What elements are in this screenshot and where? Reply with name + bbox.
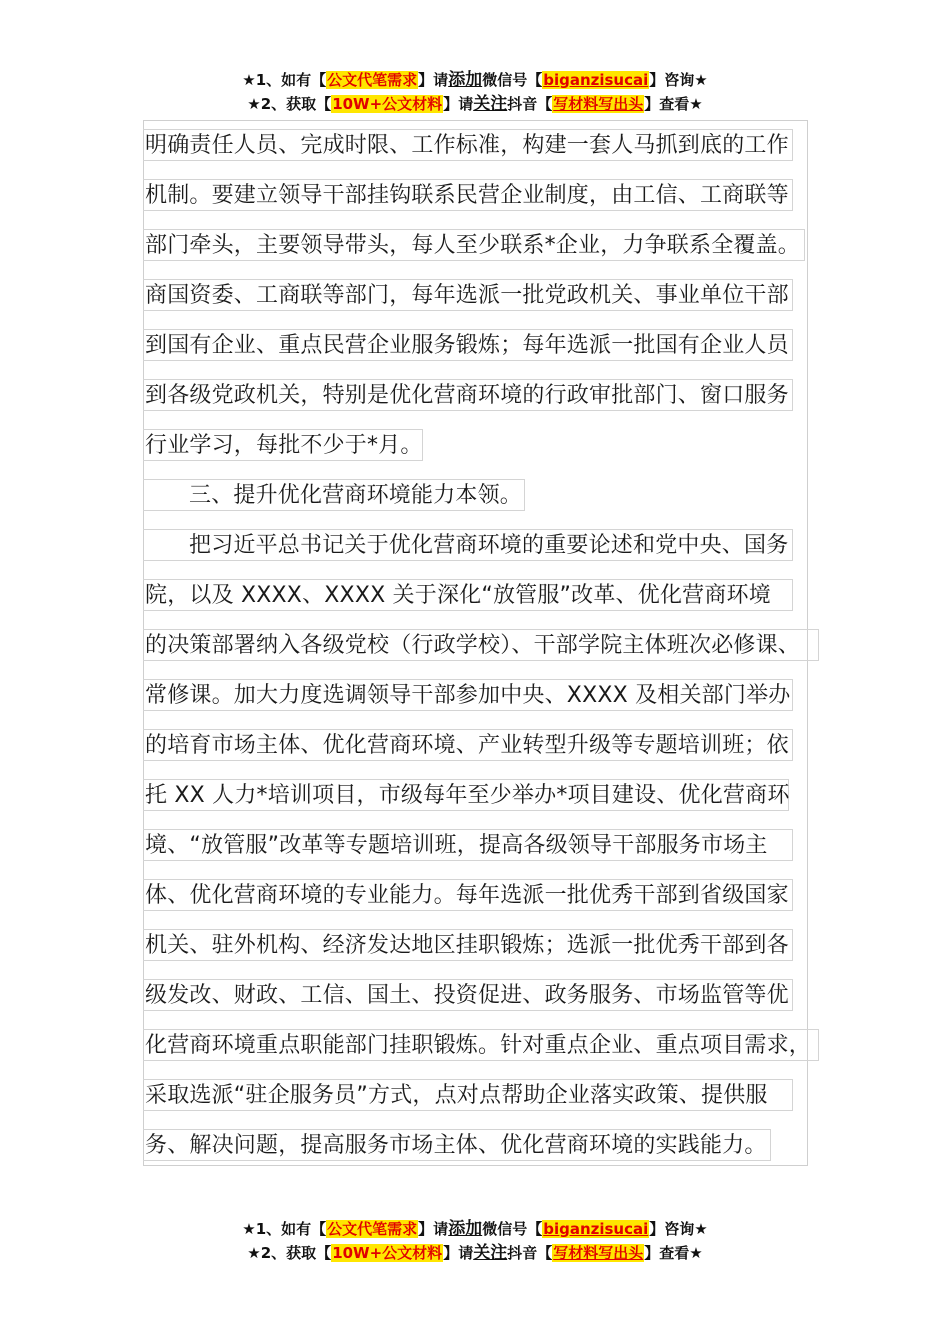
text-line: 级发改、财政、工信、国土、投资促进、政务服务、市场监管等优 [143, 979, 793, 1011]
banner-highlight: 10W+公文材料 [332, 95, 443, 113]
text-line: 体、优化营商环境的专业能力。每年选派一批优秀干部到省级国家 [143, 879, 793, 911]
text-line: 托 XX 人力*培训项目，市级每年至少举办*项目建设、优化营商环 [143, 779, 789, 811]
banner-emphasis: 关注 [473, 94, 508, 114]
banner-text: 】咨询★ [649, 71, 708, 89]
banner-text: 】请 [443, 1244, 474, 1262]
banner-emphasis: 添加 [448, 1219, 483, 1239]
text-line: 到国有企业、重点民营企业服务锻炼；每年选派一批国有企业人员 [143, 329, 793, 361]
douyin-id-highlight: 写材料写出头 [553, 1244, 644, 1262]
text-line: 的培育市场主体、优化营商环境、产业转型升级等专题培训班；依 [143, 729, 793, 761]
text-line: 境、“放管服”改革等专题培训班，提高各级领导干部服务市场主 [143, 829, 793, 861]
banner-text: 抖音【 [507, 1244, 553, 1262]
banner-text: ★1、如有【 [242, 1220, 327, 1238]
text-line: 化营商环境重点职能部门挂职锻炼。针对重点企业、重点项目需求， [143, 1029, 819, 1061]
banner-highlight: 公文代笔需求 [327, 1220, 418, 1238]
banner-line-2 [0, 92, 950, 116]
banner-text: 微信号【 [482, 71, 543, 89]
banner-text: ★1、如有【 [242, 71, 327, 89]
banner-line-1 [0, 68, 950, 92]
text-line: 明确责任人员、完成时限、工作标准，构建一套人马抓到底的工作 [143, 129, 793, 161]
banner-text: 】查看★ [644, 95, 703, 113]
wechat-id-highlight: biganzisucai [543, 1220, 649, 1238]
banner-text: 】请 [418, 1220, 449, 1238]
banner-emphasis: 添加 [448, 70, 483, 90]
douyin-id-highlight: 写材料写出头 [553, 95, 644, 113]
text-line: 的决策部署纳入各级党校（行政学校）、干部学院主体班次必修课、 [143, 629, 819, 661]
text-line: 把习近平总书记关于优化营商环境的重要论述和党中央、国务 [143, 529, 793, 561]
banner-text: 抖音【 [507, 95, 553, 113]
banner-text: 】查看★ [644, 1244, 703, 1262]
banner-line-2 [0, 1241, 950, 1265]
header-banner [0, 68, 950, 116]
text-line: 部门牵头，主要领导带头，每人至少联系*企业，力争联系全覆盖。 [143, 229, 805, 261]
text-line: 机制。要建立领导干部挂钩联系民营企业制度，由工信、工商联等 [143, 179, 793, 211]
banner-text: 】咨询★ [649, 1220, 708, 1238]
text-line: 商国资委、工商联等部门，每年选派一批党政机关、事业单位干部 [143, 279, 793, 311]
text-line: 行业学习，每批不少于*月。 [143, 429, 423, 461]
banner-highlight: 10W+公文材料 [332, 1244, 443, 1262]
text-line: 务、解决问题，提高服务市场主体、优化营商环境的实践能力。 [143, 1129, 771, 1161]
footer-banner [0, 1217, 950, 1265]
text-line: 院，以及 XXXX、XXXX 关于深化“放管服”改革、优化营商环境 [143, 579, 793, 611]
banner-text: ★2、获取【 [247, 95, 332, 113]
banner-text: ★2、获取【 [247, 1244, 332, 1262]
banner-line-1 [0, 1217, 950, 1241]
banner-highlight: 公文代笔需求 [327, 71, 418, 89]
banner-emphasis: 关注 [473, 1243, 508, 1263]
banner-text: 微信号【 [482, 1220, 543, 1238]
text-line: 常修课。加大力度选调领导干部参加中央、XXXX 及相关部门举办 [143, 679, 793, 711]
text-line: 采取选派“驻企服务员”方式，点对点帮助企业落实政策、提供服 [143, 1079, 793, 1111]
section-heading: 三、提升优化营商环境能力本领。 [143, 479, 525, 511]
banner-text: 】请 [418, 71, 449, 89]
text-line: 机关、驻外机构、经济发达地区挂职锻炼；选派一批优秀干部到各 [143, 929, 793, 961]
wechat-id-highlight: biganzisucai [543, 71, 649, 89]
text-line: 到各级党政机关，特别是优化营商环境的行政审批部门、窗口服务 [143, 379, 793, 411]
banner-text: 】请 [443, 95, 474, 113]
